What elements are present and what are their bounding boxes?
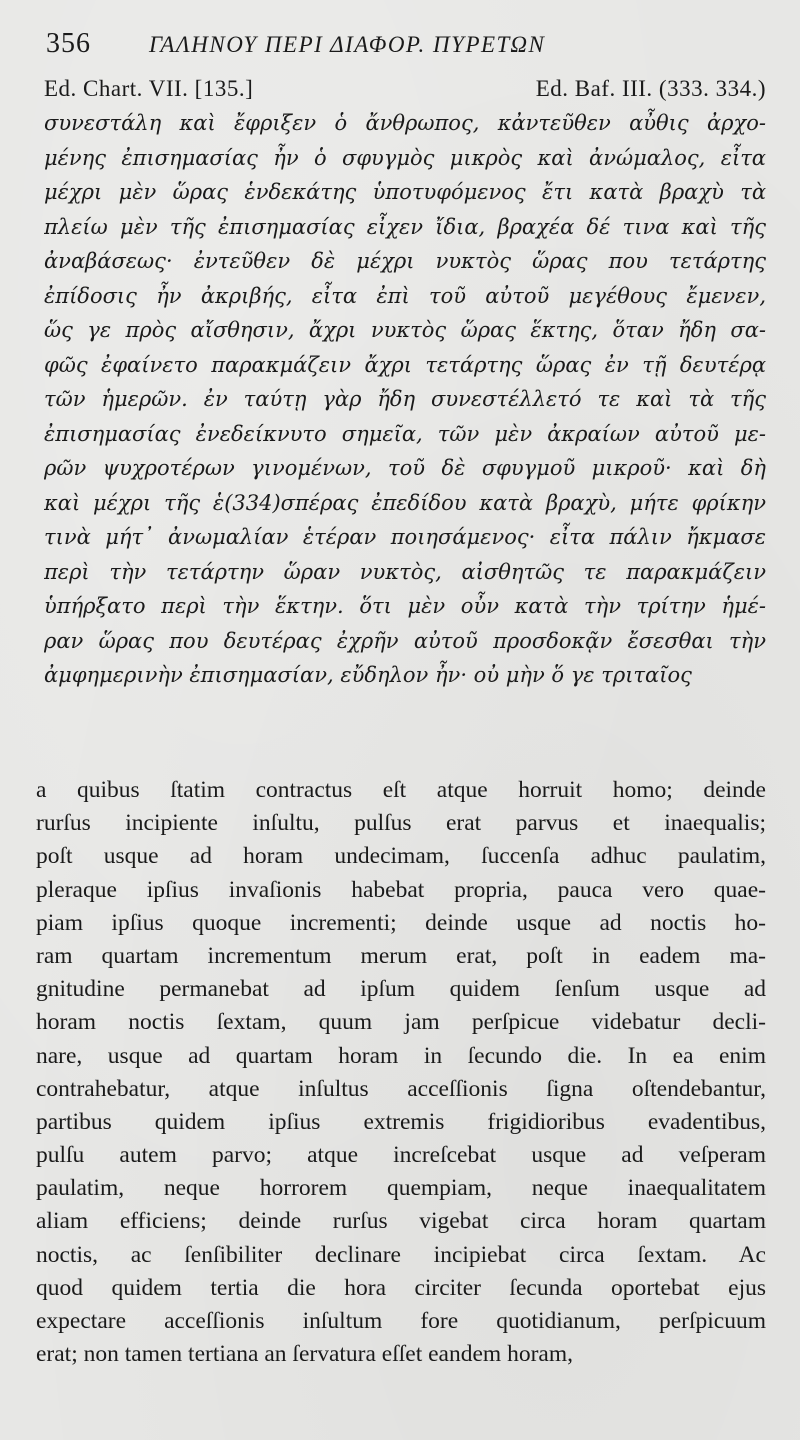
greek-text-line: φῶς ἐφαίνετο παρακμάζειν ἄχρι τετάρτης ὥρας ἐν τῇ δευτέρᾳ (44, 352, 766, 377)
edition-references (44, 76, 766, 102)
greek-text-line: περὶ τὴν τετάρτην ὥραν νυκτὸς, αἰσθητῶς τε παρακμάζειν (44, 559, 766, 584)
greek-text-line: μέχρι μὲν ὥρας ἑνδεκάτης ὑποτυφόμενος ἔτι κατὰ βραχὺ τὰ (44, 180, 766, 204)
latin-text-line: quod quidem tertia die hora circiter ſecunda oportebat ejus (36, 1274, 766, 1301)
greek-text-line: ὥς γε πρὸς αἴσθησιν, ἄχρι νυκτὸς ὥρας ἕκτης, ὅταν ἤδη σα- (44, 318, 766, 342)
latin-text-block (36, 774, 766, 1371)
page-header (40, 28, 780, 68)
latin-text-line: pulſu autem parvo; atque increſcebat usque ad veſperam (36, 1142, 766, 1169)
greek-text-line: συνεστάλη καὶ ἔφριξεν ὁ ἄνθρωπος, κἀντεῦθεν αὖθις ἀρχο- (44, 111, 766, 135)
latin-text-line: expectare acceſſionis inſultum fore quotidianum, perſpicuum (36, 1308, 766, 1334)
latin-text-line: erat; non tamen tertiana an ſervatura eſſet eandem horam, (36, 1341, 573, 1368)
latin-text-line: poſt usque ad horam undecimam, ſuccenſa adhuc paulatim, (36, 843, 766, 870)
greek-text-block (44, 106, 766, 693)
greek-text-line: πλείω μὲν τῆς ἐπισημασίας εἶχεν ἴδια, βραχέα δέ τινα καὶ τῆς (44, 214, 766, 239)
greek-text-line: καὶ μέχρι τῆς ἑ(334)σπέρας ἐπεδίδου κατὰ βραχὺ, μήτε φρίκην (44, 490, 766, 515)
latin-text-line: contrahebatur, atque inſultus acceſſionis ſigna oſtendebantur, (36, 1075, 766, 1102)
latin-text-line: a quibus ſtatim contractus eſt atque horruit homo; deinde (36, 777, 766, 803)
latin-text-line: pleraque ipſius invaſionis habebat propria, pauca vero quae- (36, 876, 766, 903)
greek-text-line: τινὰ μήτ᾽ ἀνωμαλίαν ἑτέραν ποιησάμενος· εἶτα πάλιν ἤκμασε (44, 525, 766, 549)
running-title: ΓΑΛΗΝΟΥ ΠΕΡΙ ΔΙΑΦΟΡ. ΠΥΡΕΤΩΝ (149, 32, 546, 57)
greek-text-line: ἐπίδοσις ἦν ἀκριβής, εἶτα ἐπὶ τοῦ αὐτοῦ μεγέθους ἔμενεν, (44, 283, 766, 308)
greek-text-line: ραν ὥρας που δευτέρας ἐχρῆν αὐτοῦ προσδοκᾷν ἔσεσθαι τὴν (44, 628, 766, 653)
latin-text-line: noctis, ac ſenſibiliter declinare incipiebat circa ſextam. Ac (36, 1241, 766, 1268)
latin-text-line: partibus quidem ipſius extremis frigidioribus evadentibus, (36, 1108, 766, 1135)
latin-text-line: piam ipſius quoque incrementi; deinde usque ad noctis ho- (36, 909, 766, 936)
latin-text-line: rurſus incipiente inſultu, pulſus erat parvus et inaequalis; (36, 810, 766, 837)
greek-text-line: ἀναβάσεως· ἐντεῦθεν δὲ μέχρι νυκτὸς ὥρας που τετάρτης (44, 249, 766, 273)
latin-text-line: nare, usque ad quartam horam in ſecundo die. In ea enim (36, 1042, 766, 1069)
page-number: 356 (46, 28, 91, 59)
greek-text-line: ὑπήρξατο περὶ τὴν ἕκτην. ὅτι μὲν οὖν κατὰ τὴν τρίτην ἡμέ- (44, 594, 766, 618)
edition-reference-left: Ed. Chart. VII. [135.] (44, 76, 254, 101)
greek-text-line: ρῶν ψυχροτέρων γινομένων, τοῦ δὲ σφυγμοῦ μικροῦ· καὶ δὴ (44, 456, 766, 480)
latin-text-line: gnitudine permanebat ad ipſum quidem ſenſum usque ad (36, 976, 766, 1003)
greek-text-line: τῶν ἡμερῶν. ἐν ταύτῃ γὰρ ἤδη συνεστέλλετό τε καὶ τὰ τῆς (44, 387, 766, 411)
latin-text-line: ram quartam incrementum merum erat, poſt in eadem ma- (36, 942, 766, 969)
edition-reference-right: Ed. Baf. III. (333. 334.) (535, 76, 766, 101)
latin-text-line: paulatim, neque horrorem quempiam, neque inaequalitatem (36, 1175, 766, 1202)
greek-text-line: ἀμφημερινὴν ἐπισημασίαν, εὔδηλον ἦν· οὐ μὴν ὅ γε τριταῖος (44, 663, 692, 687)
greek-text-line: μένης ἐπισημασίας ἦν ὁ σφυγμὸς μικρὸς καὶ ἀνώμαλος, εἶτα (44, 145, 766, 170)
greek-text-line: ἐπισημασίας ἐνεδείκνυτο σημεῖα, τῶν μὲν ἀκραίων αὐτοῦ με- (44, 421, 766, 446)
latin-text-line: horam noctis ſextam, quum jam perſpicue videbatur decli- (36, 1009, 766, 1036)
latin-text-line: aliam efficiens; deinde rurſus vigebat circa horam quartam (36, 1208, 766, 1235)
